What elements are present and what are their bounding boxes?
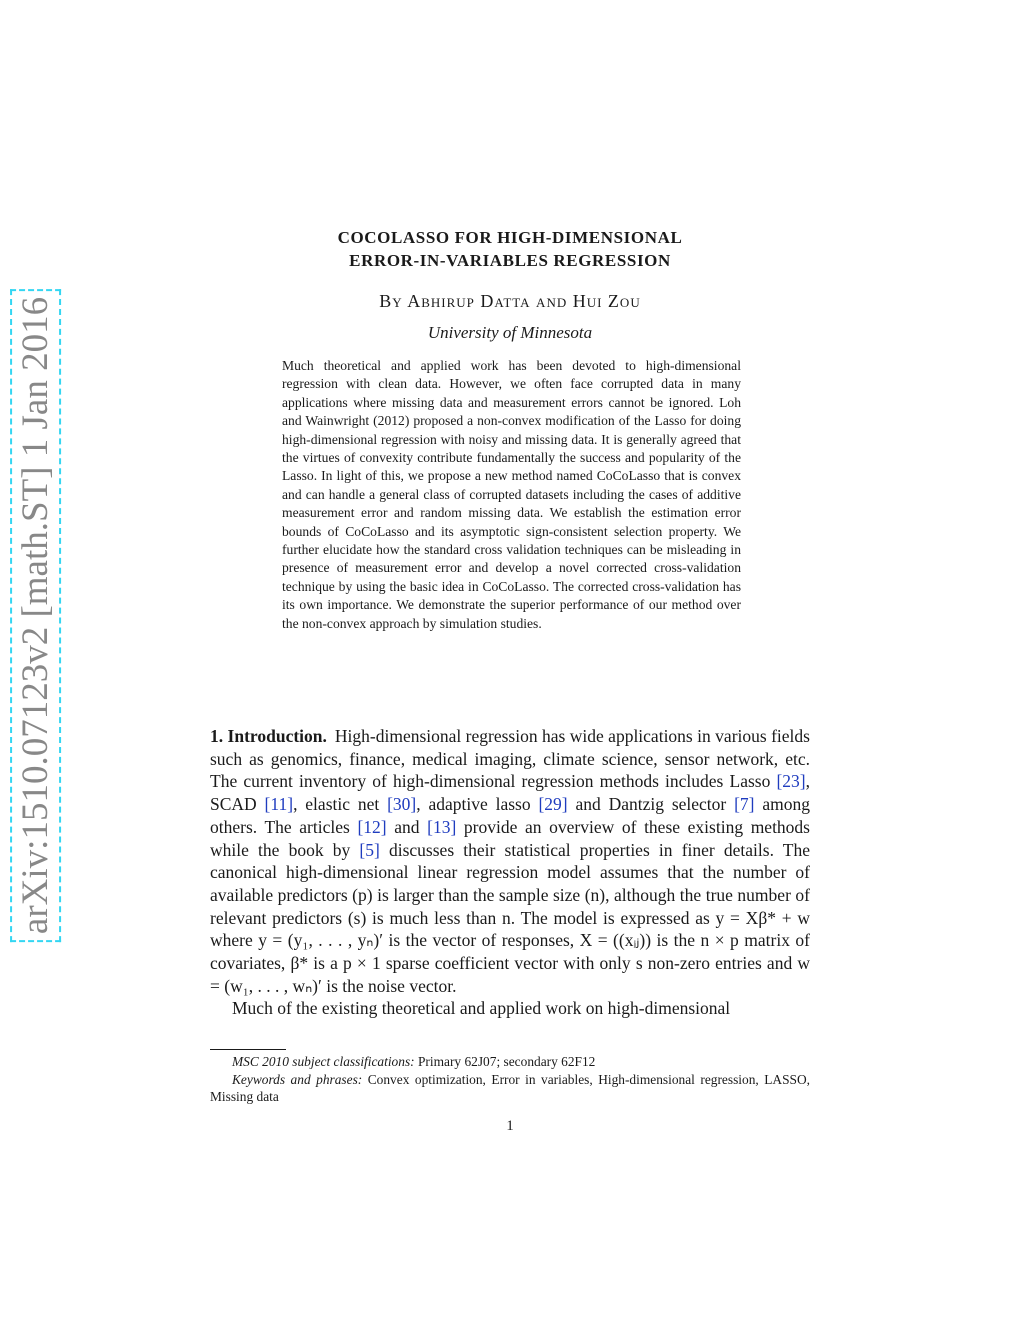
affiliation: University of Minnesota bbox=[427, 323, 593, 342]
title-line-2: ERROR-IN-VARIABLES REGRESSION bbox=[349, 251, 671, 270]
abstract: Much theoretical and applied work has been devoted to high-dimensional regression with clean data. However, we often face corrupted data in many applications where missing data and measurement errors cannot be ignored. Loh and Wainwright (2012) proposed a non-convex modification of the Lasso for doing high-dimensional regression with noisy and missing data. It is generally agreed that the virtues of convexity contribute fundamentally the success and popularity of the Lasso. In light of this, we propose a new method named CoCoLasso that is convex and can handle a general class of corrupted datasets including the cases of additive measurement error and random missing data. We establish the estimation error bounds of CoCoLasso and its asymptotic sign-consistent selection property. We further elucidate how the standard cross validation techniques can be misleading in presence of measurement error and develop a novel corrected cross-validation technique by using the basic idea in CoCoLasso. The corrected cross-validation has its own importance. We demonstrate the superior performance of our method over the non-convex approach by simulation studies. bbox=[282, 358, 741, 631]
keywords: Keywords and phrases: Convex optimization, Error in variables, High-dimensional regression, LASSO, Missing data bbox=[210, 1071, 810, 1104]
intro-paragraph-2: Much of the existing theoretical and applied work on high-dimensional bbox=[232, 998, 731, 1019]
page-number: 1 bbox=[506, 1118, 514, 1134]
citation-link[interactable]: [11] bbox=[264, 794, 294, 815]
citation-link[interactable]: [12] bbox=[357, 816, 387, 837]
msc-classification: MSC 2010 subject classifications: Primary 62J07; secondary 62F12 bbox=[232, 1054, 596, 1069]
citation-link[interactable]: [13] bbox=[427, 816, 457, 837]
arxiv-side-stamp bbox=[8, 296, 64, 934]
citation-link[interactable]: [5] bbox=[359, 839, 380, 860]
citation-link[interactable]: [23] bbox=[776, 771, 806, 792]
footnotes bbox=[210, 1053, 810, 1106]
paper-title bbox=[210, 226, 810, 272]
title-line-1: COCOLASSO FOR HIGH-DIMENSIONAL bbox=[337, 228, 683, 247]
intro-paragraph-1: 1. Introduction. High-dimensional regression has wide applications in various fields such as genomics, finance, medical imaging, climate science, sensor network, etc. The current inventory of high-dimensional regression methods includes Lasso [23], SCAD [11], elastic net [30], adaptive lasso [29] and Dantzig selector [7] among others. The articles [12] and [13] provide an overview of these existing methods while the book by [5] discusses their statistical properties in finer details. The canonical high-dimensional linear regression model assumes that the number of available predictors (p) is larger than the sample size (n), although the true number of relevant predictors (s) is much less than n. The model is expressed as y = Xβ* + w where y = (y₁, . . . , yₙ)′ is the vector of responses, X = ((xᵢⱼ)) is the n × p matrix of covariates, β* is a p × 1 sparse coefficient vector with only s non-zero entries and w = (w₁, . . . , wₙ)′ is the noise vector. bbox=[210, 726, 811, 996]
citation-link[interactable]: [29] bbox=[538, 794, 568, 815]
authors: By Abhirup Datta and Hui Zou bbox=[379, 291, 641, 311]
arxiv-identifier[interactable]: arXiv:1510.07123v2 [math.ST] 1 Jan 2016 bbox=[11, 288, 62, 941]
citation-link[interactable]: [7] bbox=[734, 794, 755, 815]
citation-link[interactable]: [30] bbox=[387, 794, 417, 815]
section-heading: 1. Introduction. bbox=[210, 726, 327, 746]
footnote-rule bbox=[210, 1049, 286, 1050]
introduction-section bbox=[210, 725, 810, 1020]
